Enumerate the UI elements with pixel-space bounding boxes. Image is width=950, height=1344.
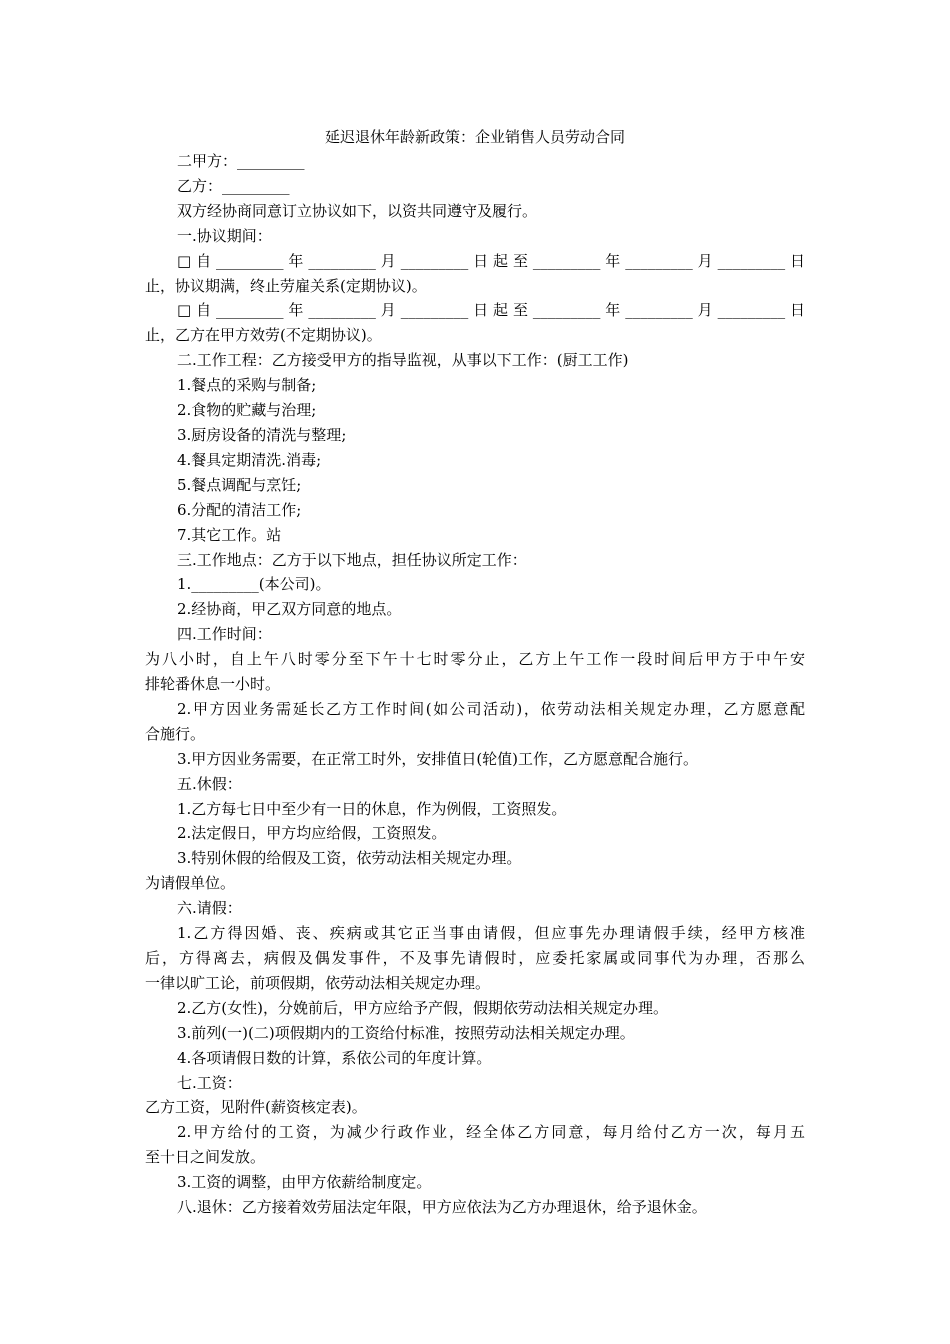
paragraph-line: 2.法定假日，甲方均应给假，工资照发。 [177,824,447,843]
paragraph-line: 合施行。 [145,724,206,743]
paragraph-line: 3.厨房设备的清洗与整理; [177,425,347,444]
paragraph-line: 2.经协商，甲乙双方同意的地点。 [177,600,402,619]
paragraph-line: 4.各项请假日数的计算，系依公司的年度计算。 [177,1048,492,1067]
paragraph-line: 1.餐点的采购与制备; [177,376,317,395]
paragraph-line: 二甲方：_________ [177,152,305,170]
paragraph-line: 一.协议期间： [177,226,272,245]
paragraph-line: 7.其它工作。站 [177,525,282,544]
paragraph-line: 排轮番休息一小时。 [145,675,281,694]
paragraph-line: 五.休假： [177,774,242,793]
paragraph-line: 2.甲方给付的工资，为减少行政作业，经全体乙方同意，每月给付乙方一次，每月五 [177,1123,805,1142]
paragraph-line: 4.餐具定期清洗.消毒; [177,450,322,469]
document-body [145,149,805,1220]
paragraph-line: 六.请假： [177,899,242,918]
paragraph-line: 3.甲方因业务需要，在正常工时外，安排值日(轮值)工作，乙方愿意配合施行。 [177,749,699,768]
paragraph-line: 2.甲方因业务需延长乙方工作时间(如公司活动)，依劳动法相关规定办理，乙方愿意配 [177,699,805,718]
paragraph-line: 3.前列(一)(二)项假期内的工资给付标准，按照劳动法相关规定办理。 [177,1023,635,1042]
paragraph-line: 1.乙方每七日中至少有一日的休息，作为例假，工资照发。 [177,799,567,818]
paragraph-line: 为八小时，自上午八时零分至下午十七时零分止，乙方上午工作一段时间后甲方于中午安 [145,650,805,669]
document-title: 延迟退休年龄新政策：企业销售人员劳动合同 [324,128,625,146]
paragraph-line: 后，方得离去，病假及偶发事件，不及事先请假时，应委托家属或同事代为办理，否那么 [145,949,805,967]
paragraph-line: 乙方：_________ [177,176,290,195]
paragraph-line: □自_________年_________月_________日起至_________年_________月_________日 [177,251,805,270]
paragraph-line: 3.工资的调整，由甲方依薪给制度定。 [177,1173,432,1192]
paragraph-line: 5.餐点调配与烹饪; [177,475,302,494]
paragraph-line: 七.工资： [177,1073,242,1092]
paragraph-line: 止，乙方在甲方效劳(不定期协议)。 [145,326,382,345]
paragraph-line: 2.乙方(女性)，分娩前后，甲方应给予产假，假期依劳动法相关规定办理。 [177,998,669,1017]
paragraph-line: 二.工作工程：乙方接受甲方的指导监视，从事以下工作：(厨工工作) [177,351,629,370]
paragraph-line: 3.特别休假的给假及工资，依劳动法相关规定办理。 [177,849,522,868]
paragraph-line: 三.工作地点：乙方于以下地点，担任协议所定工作： [177,550,527,569]
paragraph-line: 至十日之间发放。 [145,1148,266,1167]
paragraph-line: 1._________(本公司)。 [177,575,331,594]
paragraph-line: 一律以旷工论，前项假期，依劳动法相关规定办理。 [145,973,491,992]
paragraph-line: 6.分配的清洁工作; [177,500,302,519]
paragraph-line: 乙方工资，见附件(薪资核定表)。 [145,1098,367,1117]
paragraph-line: 四.工作时间： [177,625,272,644]
paragraph-line: 为请假单位。 [145,874,236,893]
paragraph-line: □自_________年_________月_________日起至_________年_________月_________日 [177,301,805,320]
paragraph-line: 八.退休：乙方接着效劳届法定年限，甲方应依法为乙方办理退休，给予退休金。 [177,1198,707,1217]
paragraph-line: 1.乙方得因婚、丧、疾病或其它正当事由请假，但应事先办理请假手续，经甲方核准 [177,924,805,943]
paragraph-line: 止，协议期满，终止劳雇关系(定期协议)。 [145,276,427,295]
paragraph-line: 2.食物的贮藏与治理; [177,401,317,420]
paragraph-line: 双方经协商同意订立协议如下，以资共同遵守及履行。 [177,201,538,220]
